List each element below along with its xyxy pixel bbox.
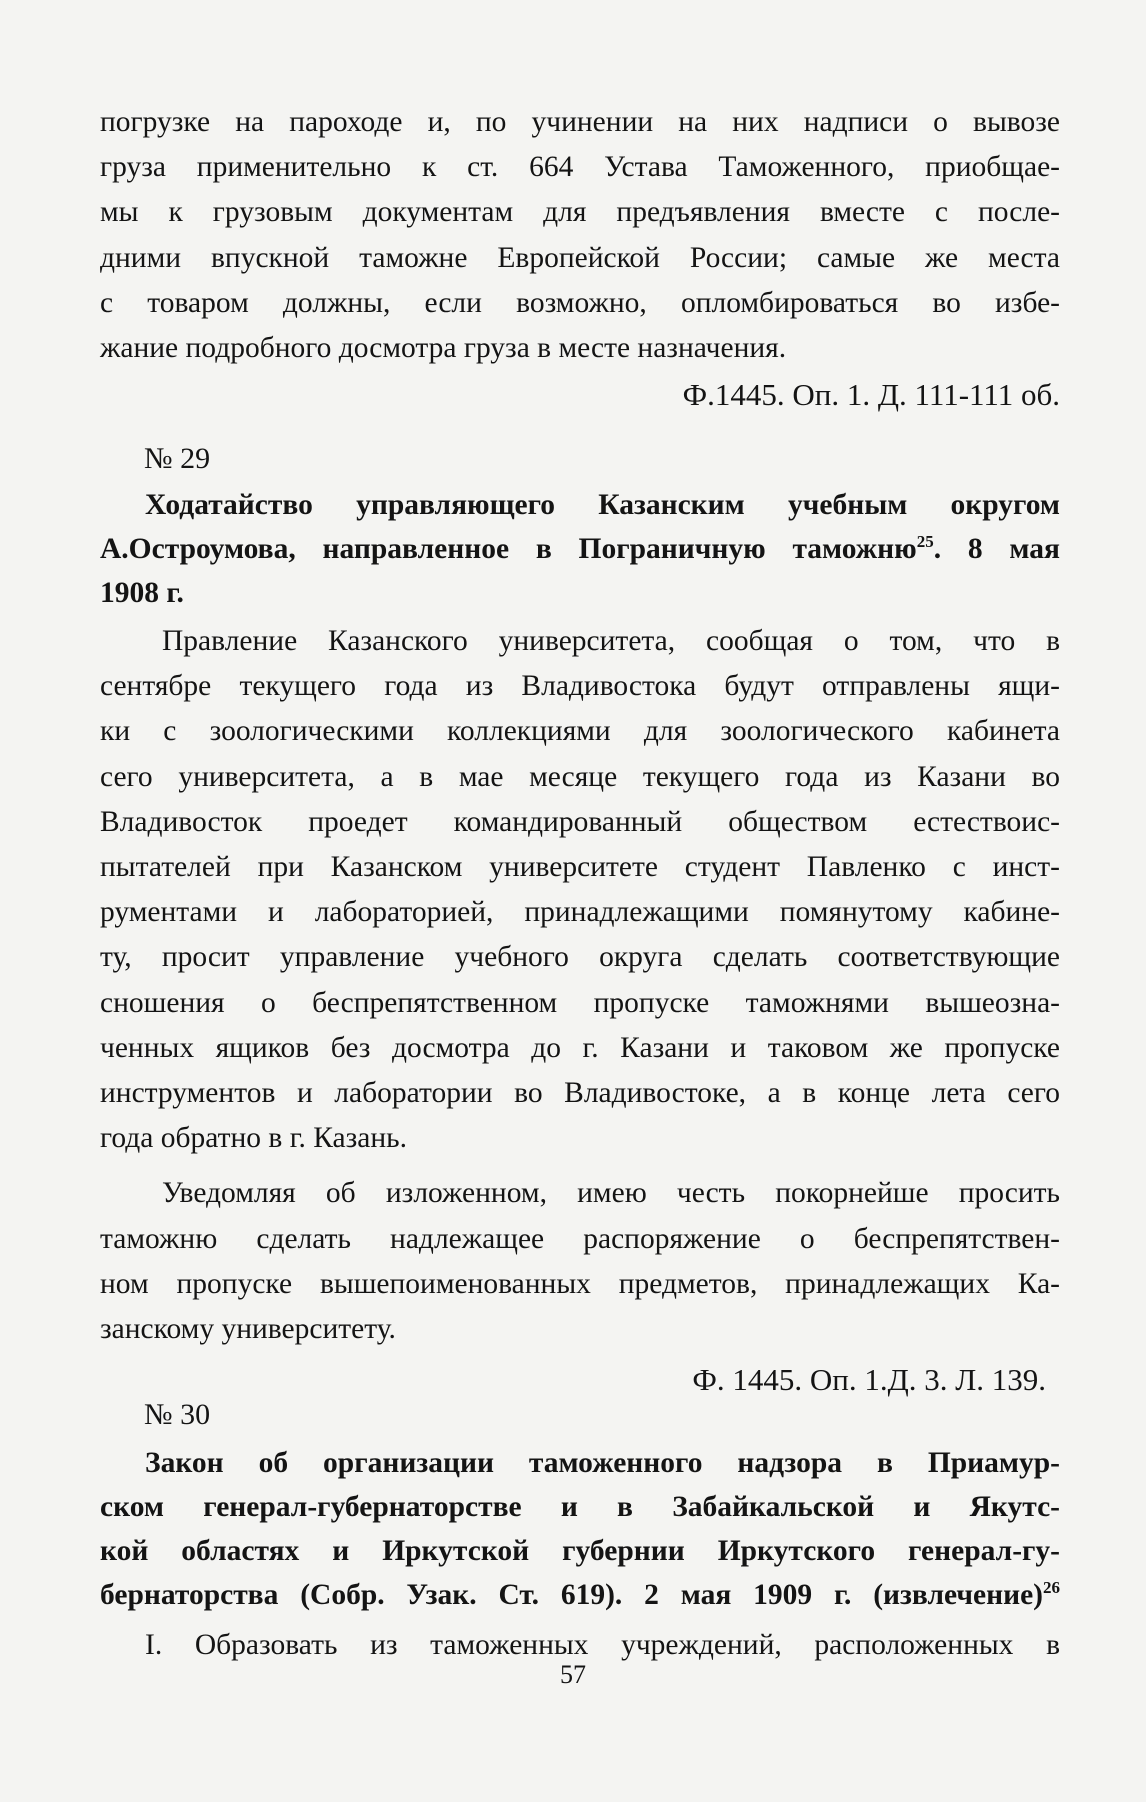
text-line: сентябре текущего года из Владивостока будут отправлены ящи- <box>100 670 1060 703</box>
archive-source-citation: Ф. 1445. Оп. 1.Д. 3. Л. 139. <box>692 1362 1046 1398</box>
title-line <box>100 1573 1060 1617</box>
text-line: пытателей при Казанском университете студент Павленко с инст- <box>100 851 1060 884</box>
text-line: дними впускной таможне Европейской России; самые же места <box>100 241 1060 274</box>
footnote-marker: 25 <box>916 532 934 552</box>
top-paragraph <box>100 100 1060 371</box>
title-line: ском генерал-губернаторстве и в Забайкальской и Якутс- <box>100 1491 1060 1523</box>
text-line: ки с зоологическими коллекциями для зоологического кабинета <box>100 715 1060 748</box>
archive-source-citation: Ф.1445. Оп. 1. Д. 111-111 об. <box>682 377 1060 413</box>
text-line: Владивосток проедет командированный обществом естествоис- <box>100 805 1060 838</box>
page-number: 57 <box>560 1660 586 1689</box>
document-body-paragraph <box>100 619 1060 1161</box>
title-line: Ходатайство управляющего Казанским учебным округом <box>145 489 1060 521</box>
text-line: ном пропуске вышепоименованных предметов, принадлежащих Ка- <box>100 1267 1060 1300</box>
text-line: груза применительно к ст. 664 Устава Таможенного, приобщае- <box>100 151 1060 184</box>
title-line-text: А.Остроумова, направленное в Пограничную таможню <box>100 533 917 565</box>
text-line: сношения о беспрепятственном пропуске таможнями вышеозна- <box>100 986 1060 1019</box>
text-line: инструментов и лаборатории во Владивостоке, а в конце лета сего <box>100 1077 1060 1110</box>
title-line-text: бернаторства (Собр. Узак. Ст. 619). 2 мая 1909 г. (извлечение) <box>100 1579 1043 1611</box>
text-line: погрузке на пароходе и, по учинении на них надписи о вывозе <box>100 106 1060 138</box>
text-line: сего университета, а в мае месяце текущего года из Казани во <box>100 760 1060 793</box>
text-line: занскому университету. <box>100 1313 396 1346</box>
document-29 <box>100 437 1060 1402</box>
text-line: таможню сделать надлежащее распоряжение о беспрепятствен- <box>100 1222 1060 1255</box>
document-30 <box>100 1393 1060 1668</box>
text-line: мы к грузовым документам для предъявления вместе с после- <box>100 196 1060 229</box>
document-number: № 30 <box>144 1398 211 1431</box>
footnote-marker: 26 <box>1043 1578 1060 1598</box>
text-line: I. Образовать из таможенных учреждений, расположенных в <box>145 1629 1060 1661</box>
text-line: Правление Казанского университета, сообщая о том, что в <box>162 625 1060 657</box>
title-line: Закон об организации таможенного надзора в Приамур- <box>145 1447 1060 1479</box>
document-body-paragraph <box>100 1171 1060 1352</box>
text-line: рументами и лабораторией, принадлежащими помянутому кабине- <box>100 896 1060 929</box>
text-line: ту, просит управление учебного округа сделать соответствующие <box>100 941 1060 974</box>
text-line: жание подробного досмотра груза в месте назначения. <box>100 332 787 365</box>
document-title-continued <box>100 527 1060 615</box>
text-line: с товаром должны, если возможно, опломбироваться во избе- <box>100 286 1060 319</box>
document-number: № 29 <box>144 442 211 475</box>
top-paragraph-block <box>100 100 1060 417</box>
document-title <box>100 1441 1060 1617</box>
text-line: Уведомляя об изложенном, имею честь покорнейше просить <box>162 1177 1060 1210</box>
text-line: года обратно в г. Казань. <box>100 1122 407 1155</box>
title-line: 1908 г. <box>100 577 184 609</box>
title-line <box>100 527 1060 571</box>
title-line: кой областях и Иркутской губернии Иркутского генерал-гу- <box>100 1535 1060 1567</box>
text-line: ченных ящиков без досмотра до г. Казани и таковом же пропуске <box>100 1031 1060 1064</box>
document-title <box>100 483 1060 527</box>
title-date: . 8 мая <box>933 533 1060 565</box>
